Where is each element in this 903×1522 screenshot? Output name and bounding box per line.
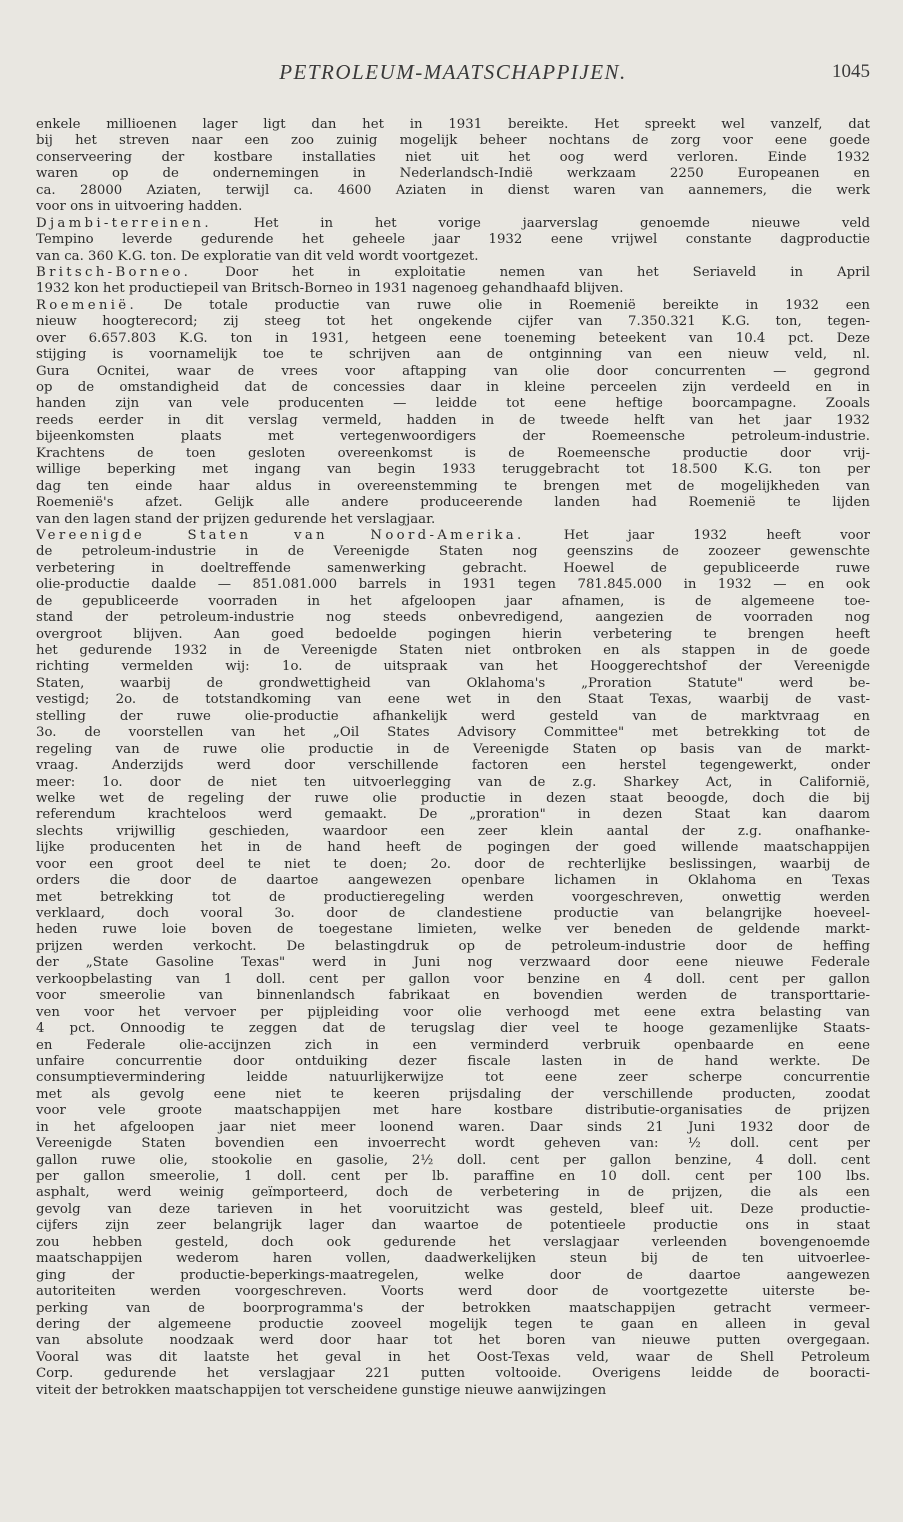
text-line: slechts vrijwillig geschieden, waardoor een zeer klein aantal der z.g. onafhanke- xyxy=(36,823,870,839)
text-line: Tempino leverde gedurende het geheele jaar 1932 eene vrijwel constante dagproductie xyxy=(36,232,870,248)
text-line: voor een groot deel te niet te doen; 2o. door de rechterlijke beslissingen, waarbij de xyxy=(36,856,870,872)
text-line: dering der algemeene productie zooveel mogelijk tegen te gaan en alleen in geval xyxy=(36,1316,870,1332)
text-line: referendum krachteloos werd gemaakt. De „proration" in dezen Staat kan daarom xyxy=(36,807,870,823)
text-line: cijfers zijn zeer belangrijk lager dan waartoe de potentieele productie ons in staat xyxy=(36,1218,870,1234)
paragraph xyxy=(36,117,870,216)
running-title: PETROLEUM-MAATSCHAPPIJEN. xyxy=(279,60,627,84)
text-line: het gedurende 1932 in de Vereenigde Staten niet ontbroken en als stappen in de goede xyxy=(36,643,870,658)
text-line-content: Door het in exploitatie nemen van het Seriaveld in April xyxy=(191,264,870,280)
text-line: heden ruwe loie boven de toegestane limieten, welke ver beneden de geldende markt- xyxy=(36,922,870,938)
text-line: ca. 28000 Aziaten, terwijl ca. 4600 Aziaten in dienst waren van aannemers, die werk xyxy=(36,182,870,198)
text-line: gallon ruwe olie, stookolie en gasolie, 2½ doll. cent per gallon benzine, 4 doll. cent xyxy=(36,1152,870,1168)
page-number: 1045 xyxy=(832,61,870,82)
text-line: in het afgeloopen jaar niet meer loonend waren. Daar sinds 21 Juni 1932 door de xyxy=(36,1119,870,1135)
text-line: zou hebben gesteld, doch ook gedurende het verslagjaar verleenden bovengenoemde xyxy=(36,1234,870,1250)
text-line: nieuw hoogterecord; zij steeg tot het ongekende cijfer van 7.350.321 K.G. ton, tegen- xyxy=(36,314,870,330)
text-line: perking van de boorprogramma's der betrokken maatschappijen getracht vermeer- xyxy=(36,1300,870,1316)
text-line: van ca. 360 K.G. ton. De exploratie van dit veld wordt voortgezet. xyxy=(36,248,479,264)
paragraph xyxy=(36,216,870,265)
section-heading: Djambi-terreinen. xyxy=(36,215,212,231)
text-line xyxy=(36,216,870,232)
text-line: asphalt, werd weinig geïmporteerd, doch de verbetering in de prijzen, die als een xyxy=(36,1185,870,1201)
text-line: welke wet de regeling der ruwe olie productie in dezen staat beoogde, doch die bij xyxy=(36,790,870,806)
text-line: meer: 1o. door de niet ten uitvoerlegging van de z.g. Sharkey Act, in Californië, xyxy=(36,774,870,790)
text-line: bij het streven naar een zoo zuinig mogelijk beheer nochtans de zorg voor eene goede xyxy=(36,133,870,149)
text-line: de gepubliceerde voorraden in het afgeloopen jaar afnamen, is de algemeene toe- xyxy=(36,593,870,609)
text-line: overgroot blijven. Aan goed bedoelde pogingen hierin verbetering te brengen heeft xyxy=(36,626,870,642)
text-line: Vereenigde Staten bovendien een invoerrecht wordt geheven van: ½ doll. cent per xyxy=(36,1136,870,1152)
text-line: van den lagen stand der prijzen gedurende het verslagjaar. xyxy=(36,511,436,527)
text-line: Staten, waarbij de grondwettigheid van Oklahoma's „Proration Statute" werd be- xyxy=(36,675,870,691)
text-line: 3o. de voorstellen van het „Oil States Advisory Committee" met betrekking tot de xyxy=(36,725,870,741)
text-line: maatschappijen wederom haren vollen, daadwerkelijken steun bij de ten uitvoerlee- xyxy=(36,1251,870,1267)
text-line: Krachtens de toen gesloten overeenkomst is de Roemeensche productie door vrij- xyxy=(36,445,870,461)
text-line xyxy=(36,265,870,281)
text-line: Corp. gedurende het verslagjaar 221 putten voltooide. Overigens leidde de booracti- xyxy=(36,1366,870,1382)
text-line: lijke producenten het in de hand heeft de pogingen der goed willende maatschappijen xyxy=(36,840,870,856)
text-line: waren op de ondernemingen in Nederlandsch-Indië werkzaam 2250 Europeanen en xyxy=(36,166,870,182)
text-line: op de omstandigheid dat de concessies daar in kleine perceelen zijn verdeeld en in xyxy=(36,380,870,395)
text-line: voor ons in uitvoering hadden. xyxy=(36,199,243,215)
text-line: ven voor het vervoer per pijpleiding voor olie verhoogd met eene extra belasting van xyxy=(36,1004,870,1020)
section-heading: Roemenië. xyxy=(36,297,137,313)
page-header xyxy=(36,60,870,90)
text-line: unfaire concurrentie door ontduiking dezer fiscale lasten in de hand werkte. De xyxy=(36,1053,870,1069)
text-line: richting vermelden wij: 1o. de uitspraak van het Hooggerechtshof der Vereenigde xyxy=(36,659,870,675)
text-line: gevolg van deze tarieven in het vooruitzicht was gesteld, bleef uit. Deze productie- xyxy=(36,1201,870,1217)
text-line: verklaard, doch vooral 3o. door de clandestiene productie van belangrijke hoeveel- xyxy=(36,906,870,921)
text-line: voor smeerolie van binnenlandsch fabrikaat en bovendien werden de transporttarie- xyxy=(36,988,870,1004)
text-line-content: De totale productie van ruwe olie in Roemenië bereikte in 1932 een xyxy=(136,297,870,313)
text-line-content: Het jaar 1932 heeft voor xyxy=(524,527,870,543)
text-line: stijging is voornamelijk toe te schrijven aan de ontginning van een nieuw veld, nl. xyxy=(36,347,870,363)
text-line: van absolute noodzaak werd door haar tot het boren van nieuwe putten overgegaan. xyxy=(36,1333,870,1349)
text-line: reeds eerder in dit verslag vermeld, hadden in de tweede helft van het jaar 1932 xyxy=(36,412,870,428)
text-line: regeling van de ruwe olie productie in de Vereenigde Staten op basis van de markt- xyxy=(36,741,870,757)
text-line xyxy=(36,528,870,544)
text-line: willige beperking met ingang van begin 1933 teruggebracht tot 18.500 K.G. ton per xyxy=(36,462,870,478)
text-line: autoriteiten werden voorgeschreven. Voorts werd door de voortgezette uiterste be- xyxy=(36,1284,870,1300)
text-line: conserveering der kostbare installaties niet uit het oog werd verloren. Einde 1932 xyxy=(36,149,870,165)
section-heading: Vereenigde Staten van Noord-Amerika. xyxy=(36,527,525,543)
text-line: enkele millioenen lager ligt dan het in 1931 bereikte. Het spreekt wel vanzelf, dat xyxy=(36,117,870,132)
text-line: prijzen werden verkocht. De belastingdruk op de petroleum-industrie door de heffing xyxy=(36,938,870,954)
text-line: stand der petroleum-industrie nog steeds onbevredigend, aangezien de voorraden nog xyxy=(36,610,870,626)
text-line: der „State Gasoline Texas" werd in Juni nog verzwaard door eene nieuwe Federale xyxy=(36,955,870,971)
text-line-content: Het in het vorige jaarverslag genoemde nieuwe veld xyxy=(211,215,870,231)
text-line: 1932 kon het productiepeil van Britsch-Borneo in 1931 nagenoeg gehandhaafd blijven. xyxy=(36,281,624,297)
text-line: consumptievermindering leidde natuurlijkerwijze tot eene zeer scherpe concurrentie xyxy=(36,1070,870,1086)
text-line: met betrekking tot de productieregeling werden voorgeschreven, onwettig werden xyxy=(36,889,870,905)
text-line: de petroleum-industrie in de Vereenigde Staten nog geenszins de zoozeer gewenschte xyxy=(36,544,870,560)
text-line: vestigd; 2o. de totstandkoming van eene wet in den Staat Texas, waarbij de vast- xyxy=(36,692,870,708)
text-line: per gallon smeerolie, 1 doll. cent per lb. paraffine en 10 doll. cent per 100 lbs. xyxy=(36,1169,870,1184)
text-line: viteit der betrokken maatschappijen tot verscheidene gunstige nieuwe aanwijzingen xyxy=(36,1382,607,1398)
paragraph xyxy=(36,265,870,298)
text-line: Vooral was dit laatste het geval in het Oost-Texas veld, waar de Shell Petroleum xyxy=(36,1349,870,1365)
text-line: voor vele groote maatschappijen met hare kostbare distributie-organisaties de prijzen xyxy=(36,1103,870,1119)
section-heading: Britsch-Borneo. xyxy=(36,264,192,280)
text-line: 4 pct. Onnoodig te zeggen dat de terugslag dier veel te hooge gezamenlijke Staats- xyxy=(36,1021,870,1037)
text-line: vraag. Anderzijds werd door verschillende factoren een herstel tegengewerkt, onder xyxy=(36,758,870,774)
text-line: Gura Ocnitei, waar de vrees voor aftapping van olie door concurrenten — gegrond xyxy=(36,363,870,379)
text-line: en Federale olie-accijnzen zich in een verminderd verbruik openbaarde en eene xyxy=(36,1037,870,1053)
text-line: over 6.657.803 K.G. ton in 1931, hetgeen eene toeneming beteekent van 10.4 pct. Deze xyxy=(36,330,870,346)
text-line: met als gevolg eene niet te keeren prijsdaling der verschillende producten, zoodat xyxy=(36,1086,870,1102)
body-text xyxy=(36,117,870,1399)
text-line xyxy=(36,298,870,314)
text-line: handen zijn van vele producenten — leidde tot eene heftige boorcampagne. Zooals xyxy=(36,396,870,412)
text-line: bijeenkomsten plaats met vertegenwoordigers der Roemeensche petroleum-industrie. xyxy=(36,429,870,445)
text-line: dag ten einde haar aldus in overeenstemming te brengen met de mogelijkheden van xyxy=(36,478,870,494)
paragraph xyxy=(36,528,870,1399)
text-line: verkoopbelasting van 1 doll. cent per gallon voor benzine en 4 doll. cent per gallon xyxy=(36,971,870,987)
text-line: Roemenië's afzet. Gelijk alle andere produceerende landen had Roemenië te lijden xyxy=(36,495,870,511)
text-line: olie-productie daalde — 851.081.000 barrels in 1931 tegen 781.845.000 in 1932 — en ook xyxy=(36,577,870,593)
paragraph xyxy=(36,298,870,528)
text-line: verbetering in doeltreffende samenwerking gebracht. Hoewel de gepubliceerde ruwe xyxy=(36,560,870,576)
text-line: ging der productie-beperkings-maatregelen, welke door de daartoe aangewezen xyxy=(36,1267,870,1283)
text-line: stelling der ruwe olie-productie afhankelijk werd gesteld van de marktvraag en xyxy=(36,708,870,724)
text-line: orders die door de daartoe aangewezen openbare lichamen in Oklahoma en Texas xyxy=(36,873,870,889)
